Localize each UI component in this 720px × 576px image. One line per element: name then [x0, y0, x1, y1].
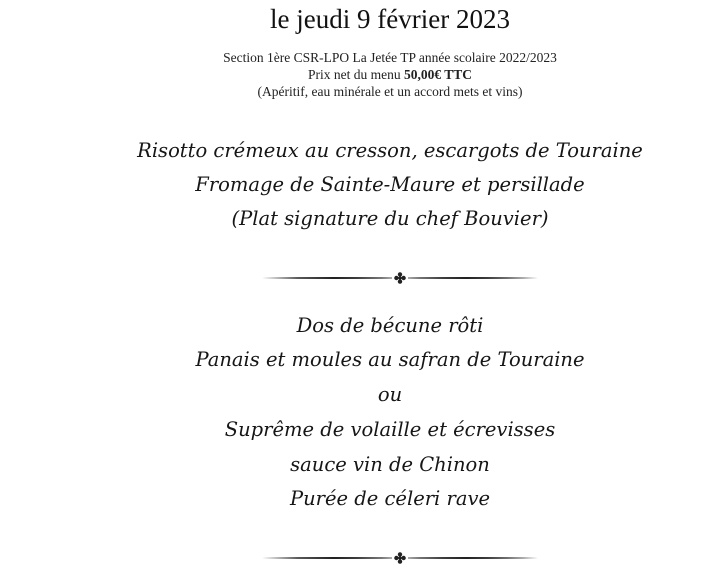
includes-line: (Apéritif, eau minérale et un accord mets et vins)	[257, 84, 523, 99]
starter-line-1: Risotto crémeux au cresson, escargots de Touraine	[137, 139, 643, 162]
ornamental-divider	[260, 551, 540, 565]
price-value: 50,00€ TTC	[403, 67, 472, 82]
main-alt-line-3: Purée de céleri rave	[290, 487, 490, 510]
choice-separator: ou	[377, 383, 403, 406]
main-alt-line-2: sauce vin de Chinon	[290, 453, 490, 476]
main-alt-line-1: Suprême de volaille et écrevisses	[224, 418, 556, 441]
ornamental-divider	[260, 271, 540, 285]
fleuron-divider-icon	[260, 271, 540, 285]
starter-line-3: (Plat signature du chef Bouvier)	[231, 207, 549, 230]
price-label: Prix net du menu	[307, 67, 404, 82]
menu-date: le jeudi 9 février 2023	[270, 4, 510, 34]
fleuron-divider-icon	[260, 551, 540, 565]
section-line: Section 1ère CSR-LPO La Jetée TP année scolaire 2022/2023	[223, 50, 557, 65]
main-line-2: Panais et moules au safran de Touraine	[195, 348, 585, 371]
starter-line-2: Fromage de Sainte-Maure et persillade	[195, 173, 585, 196]
price-line	[0, 66, 720, 83]
main-line-1: Dos de bécune rôti	[296, 314, 484, 337]
